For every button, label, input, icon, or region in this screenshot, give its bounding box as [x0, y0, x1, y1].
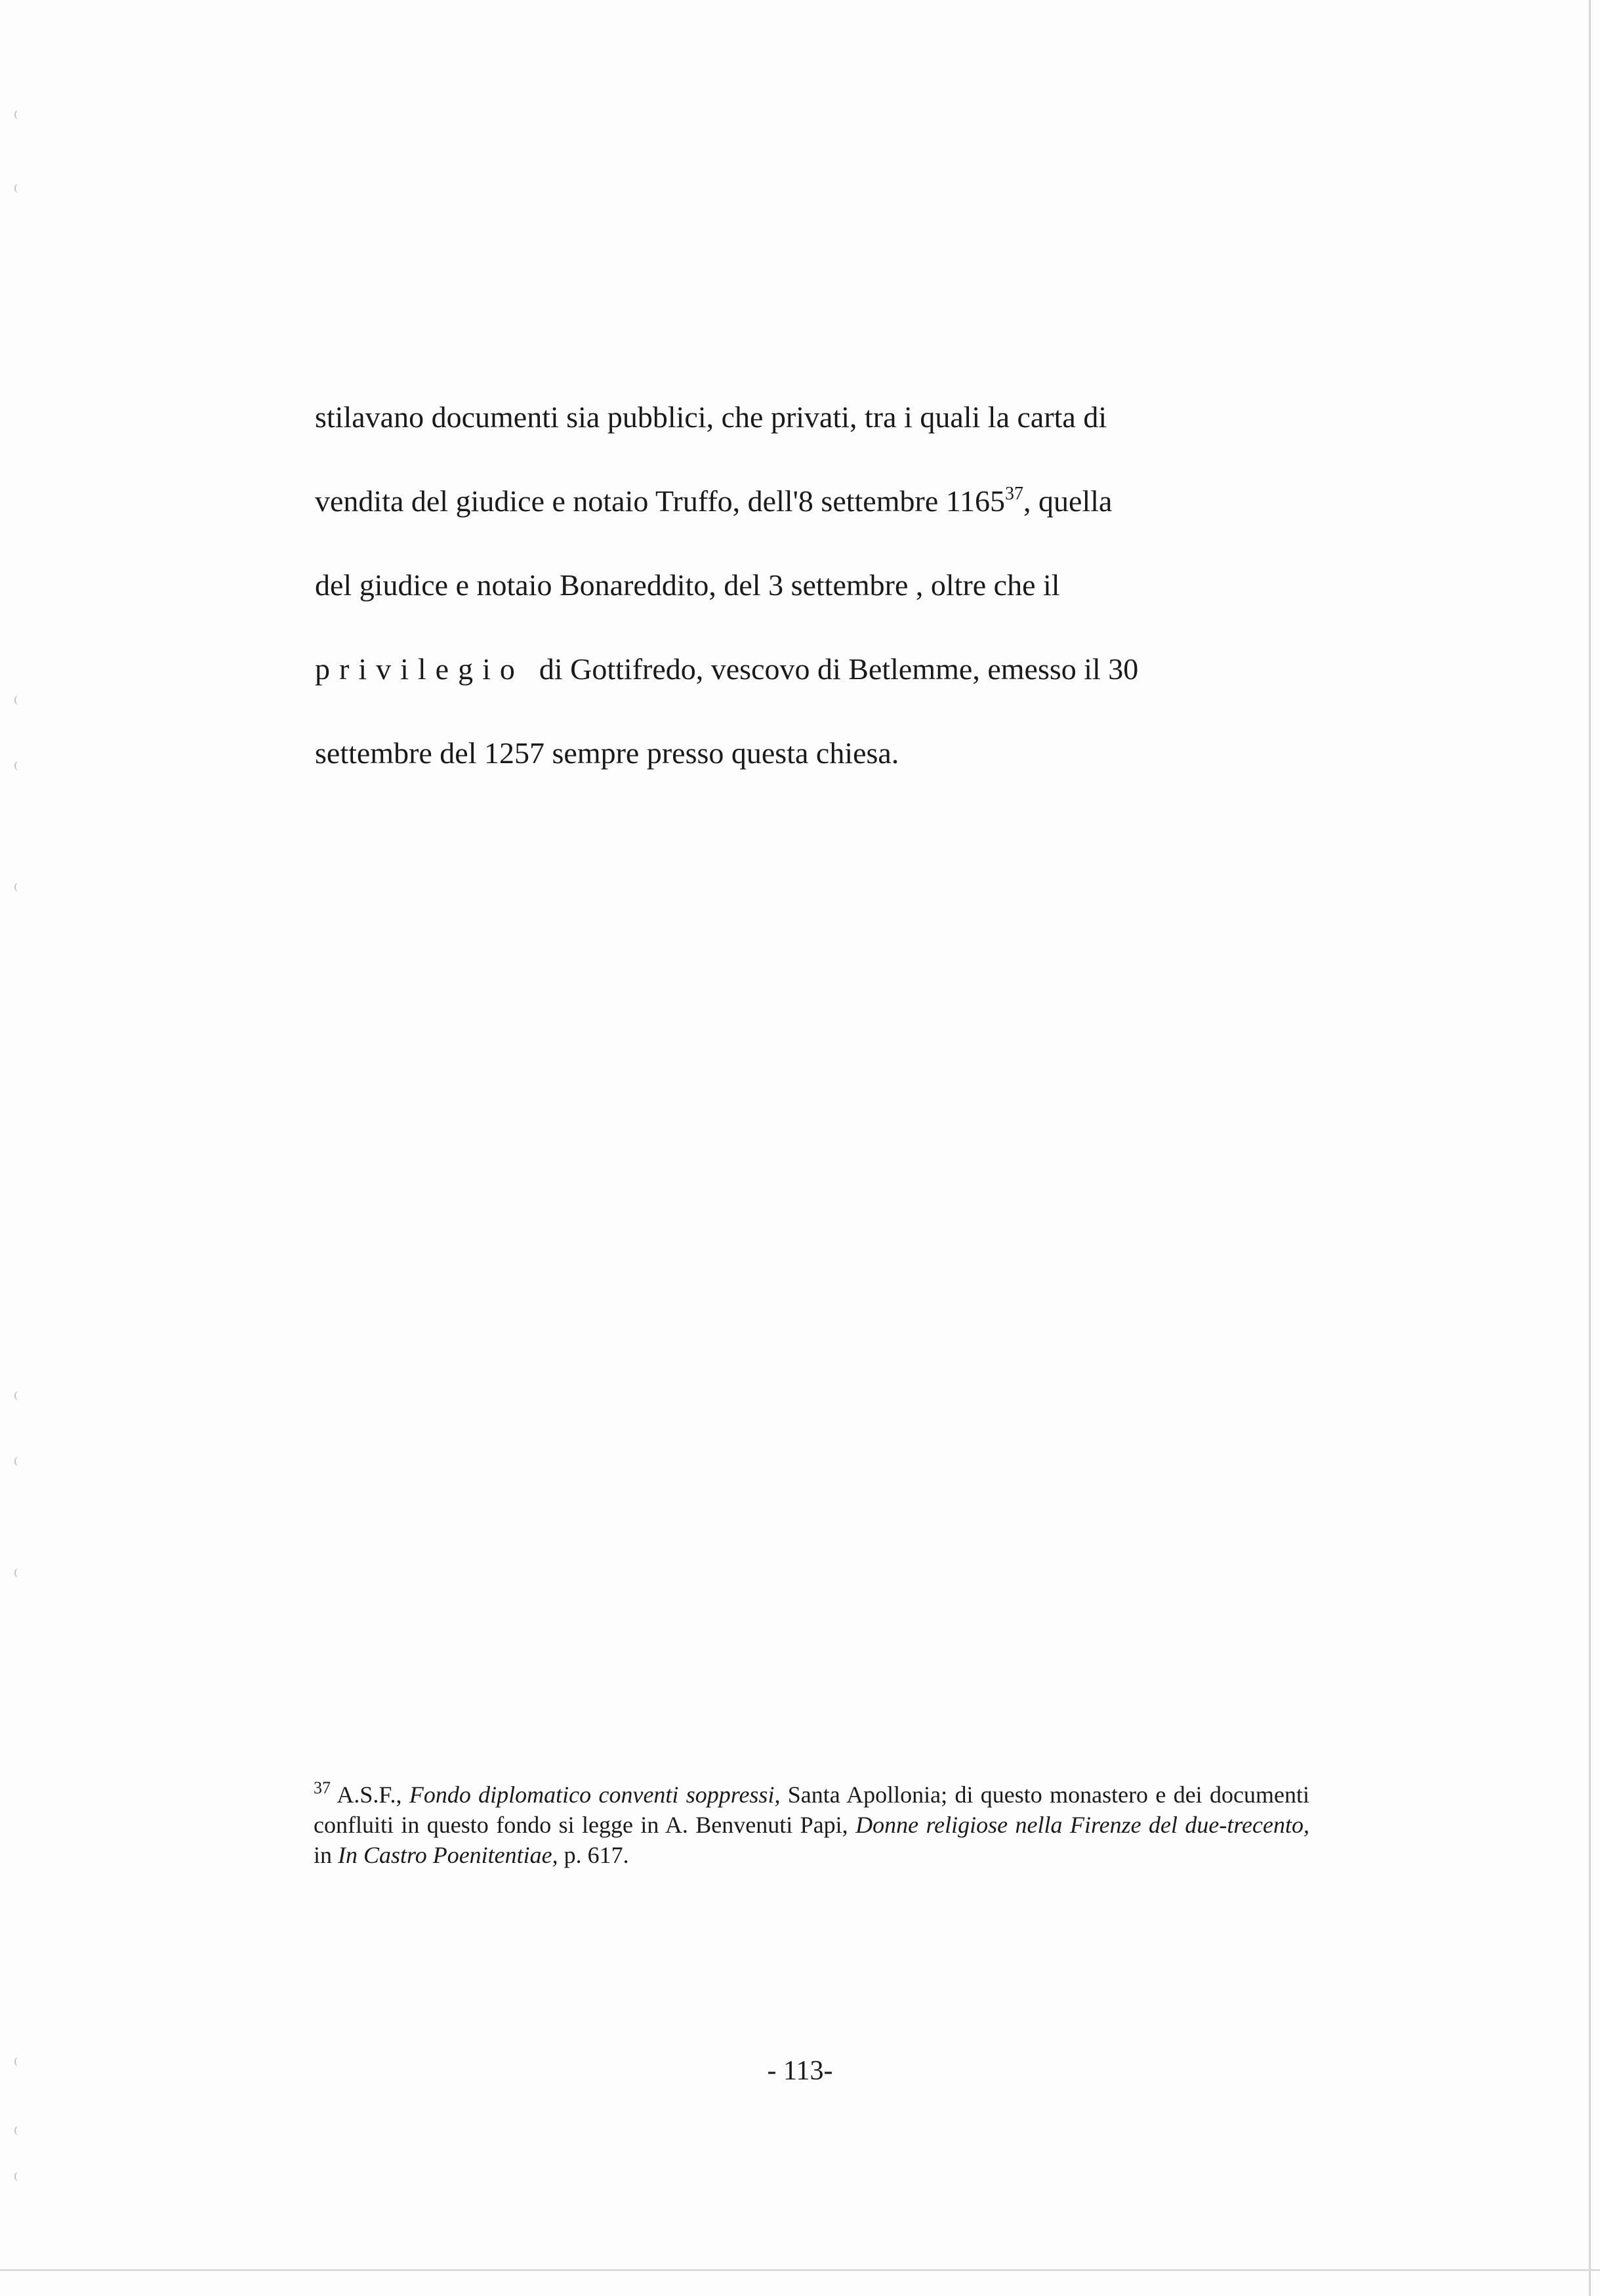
body-line-1: [315, 375, 1312, 459]
binding-hole-mark: [14, 110, 22, 119]
body-line-1-text: stilavano documenti sia pubblici, che privati, tra i quali la carta di: [315, 400, 1107, 434]
body-line-4: [315, 627, 1312, 711]
binding-hole-mark: [14, 1457, 22, 1466]
body-line-2: [315, 459, 1312, 543]
footnote-text-1: A.S.F.,: [331, 1782, 409, 1808]
footnote-number: 37: [314, 1778, 331, 1797]
body-paragraph: [315, 375, 1312, 795]
footnote-text-2: Santa Apollonia; di questo monastero e dei documenti confluiti in questo fondo si legge in A. Benvenuti Papi,: [314, 1782, 1309, 1838]
page-edge-right: [1589, 0, 1591, 2296]
body-line-5-text: settembre del 1257 sempre presso questa chiesa.: [315, 736, 899, 770]
page-edge-bottom: [0, 2269, 1600, 2271]
body-line-3: [315, 543, 1312, 627]
body-line-3-text: del giudice e notaio Bonareddito, del 3 settembre , oltre che il: [315, 568, 1060, 602]
binding-hole-mark: [14, 2126, 22, 2135]
binding-hole-mark: [14, 696, 22, 705]
body-line-4-text: [315, 627, 1138, 711]
footnote-text-3: in: [314, 1842, 338, 1868]
page-number: - 113-: [767, 2056, 833, 2086]
footnote: [314, 1780, 1309, 1870]
body-line-5: [315, 711, 1312, 795]
footnote-text-4: p. 617.: [558, 1842, 629, 1868]
binding-hole-mark: [14, 883, 22, 892]
binding-hole-mark: [14, 761, 22, 770]
binding-hole-mark: [14, 1568, 22, 1577]
footnote-title-3: In Castro Poenitentiae,: [338, 1842, 558, 1868]
footnote-title-2: Donne religiose nella Firenze del due-trecento,: [855, 1812, 1309, 1838]
binding-hole-mark: [14, 1391, 22, 1400]
binding-hole-mark: [14, 184, 22, 193]
body-line-2-start: vendita del giudice e notaio Truffo, dell'8 settembre 1165: [315, 484, 1006, 518]
footnote-title-1: Fondo diplomatico conventi soppressi,: [409, 1782, 781, 1808]
footnote-reference: 37: [1005, 484, 1024, 504]
body-line-2-end: , quella: [1023, 484, 1113, 518]
body-line-2-text: [315, 459, 1112, 543]
body-line-4-rest: di Gottifredo, vescovo di Betlemme, emesso il 30: [539, 652, 1139, 686]
binding-hole-mark: [14, 2172, 22, 2181]
spaced-word: privilegio: [315, 652, 524, 686]
